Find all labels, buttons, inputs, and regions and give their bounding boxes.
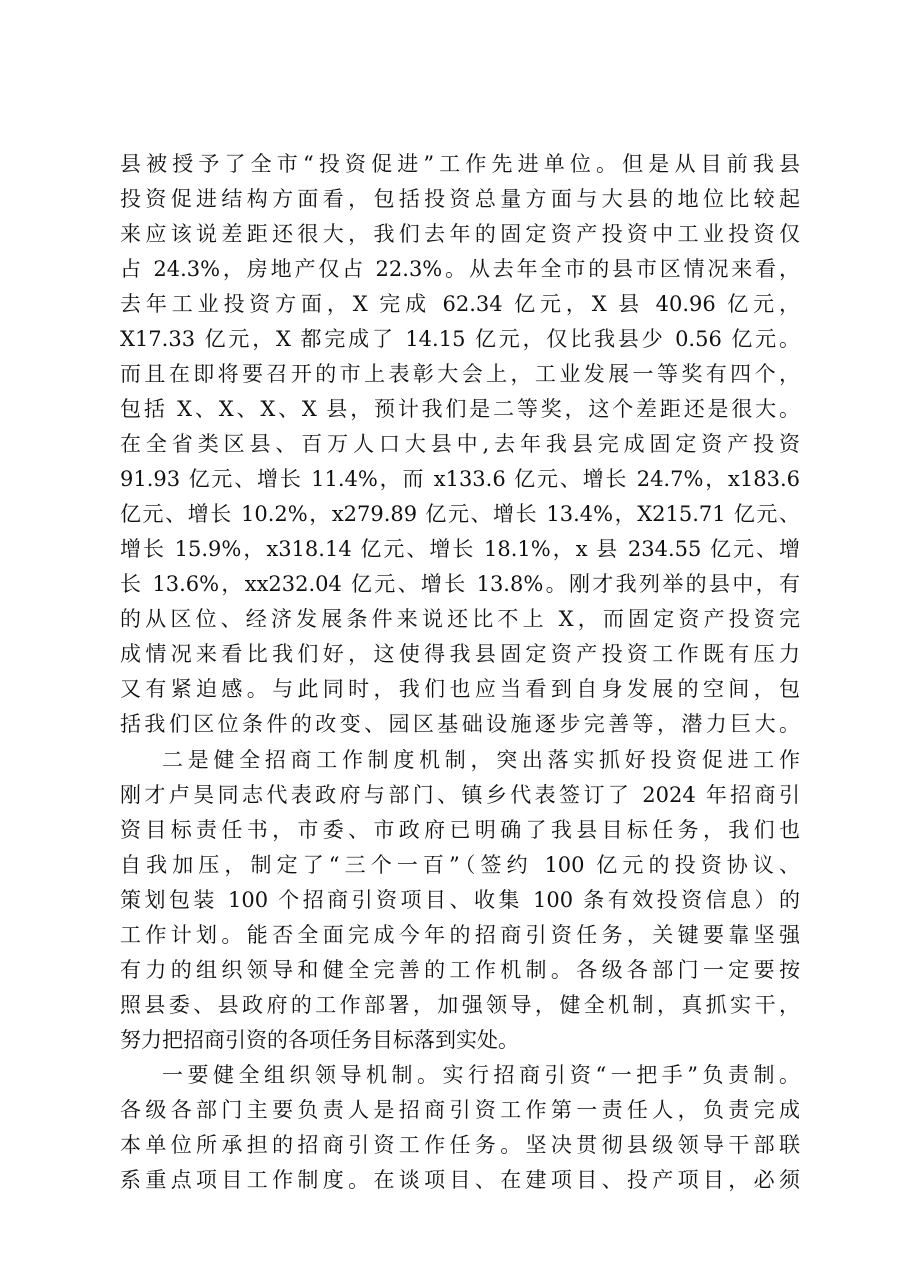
paragraph-line: 各级各部门主要负责人是招商引资工作第一责任人，负责完成 <box>120 1098 800 1122</box>
paragraph-line: 的从区位、经济发展条件来说还比不上 X，而固定资产投资完 <box>120 607 800 631</box>
paragraph-line: 一要健全组织领导机制。实行招商引资“一把手”负责制。 <box>162 1063 800 1087</box>
paragraph-line: 而且在即将要召开的市上表彰大会上，工业发展一等奖有四个， <box>120 362 800 386</box>
paragraph-line: 本单位所承担的招商引资工作任务。坚决贯彻县级领导干部联 <box>120 1133 800 1157</box>
paragraph-line: 资目标责任书，市委、市政府已明确了我县目标任务，我们也 <box>120 818 800 842</box>
paragraph-line: 占 24.3%，房地产仅占 22.3%。从去年全市的县市区情况来看， <box>120 257 800 281</box>
paragraph-line: 去年工业投资方面，X 完成 62.34 亿元，X 县 40.96 亿元， <box>120 292 800 316</box>
paragraph-line: 增长 15.9%，x318.14 亿元、增长 18.1%，x 县 234.55 亿元、增 <box>120 537 800 561</box>
paragraph-line: 又有紧迫感。与此同时，我们也应当看到自身发展的空间，包 <box>120 677 800 701</box>
paragraph-line: 有力的组织领导和健全完善的工作机制。各级各部门一定要按 <box>120 958 800 982</box>
paragraph-line: 来应该说差距还很大，我们去年的固定资产投资中工业投资仅 <box>120 222 800 246</box>
paragraph-line: X17.33 亿元，X 都完成了 14.15 亿元，仅比我县少 0.56 亿元。 <box>120 327 800 351</box>
paragraph-line: 自我加压，制定了“三个一百”（签约 100 亿元的投资协议、 <box>120 853 800 877</box>
paragraph-line: 工作计划。能否全面完成今年的招商引资任务，关键要靠坚强 <box>120 923 800 947</box>
paragraph-line: 亿元、增长 10.2%，x279.89 亿元、增长 13.4%，X215.71 亿元、 <box>120 502 800 526</box>
paragraph-line: 策划包装 100 个招商引资项目、收集 100 条有效投资信息）的 <box>120 888 800 912</box>
section-heading-line: 二是健全招商工作制度机制，突出落实抓好投资促进工作 <box>162 748 800 772</box>
paragraph-line: 县被授予了全市“投资促进”工作先进单位。但是从目前我县 <box>120 152 800 176</box>
paragraph-line: 照县委、县政府的工作部署，加强领导，健全机制，真抓实干， <box>120 993 800 1017</box>
paragraph-line: 长 13.6%，xx232.04 亿元、增长 13.8%。刚才我列举的县中，有 <box>120 572 800 596</box>
paragraph-line: 91.93 亿元、增长 11.4%，而 x133.6 亿元、增长 24.7%，x183.6 <box>120 467 800 491</box>
paragraph-line: 包括 X、X、X、X 县，预计我们是二等奖，这个差距还是很大。 <box>120 397 800 421</box>
paragraph-line: 努力把招商引资的各项任务目标落到实处。 <box>120 1028 519 1052</box>
paragraph-line: 刚才卢昊同志代表政府与部门、镇乡代表签订了 2024 年招商引 <box>120 783 800 807</box>
paragraph-line: 在全省类区县、百万人口大县中,去年我县完成固定资产投资 <box>120 432 800 456</box>
paragraph-line: 系重点项目工作制度。在谈项目、在建项目、投产项目，必须 <box>120 1168 800 1192</box>
paragraph-line: 括我们区位条件的改变、园区基础设施逐步完善等，潜力巨大。 <box>120 712 800 736</box>
paragraph-line: 投资促进结构方面看，包括投资总量方面与大县的地位比较起 <box>120 187 800 211</box>
paragraph-line: 成情况来看比我们好，这使得我县固定资产投资工作既有压力 <box>120 642 800 666</box>
